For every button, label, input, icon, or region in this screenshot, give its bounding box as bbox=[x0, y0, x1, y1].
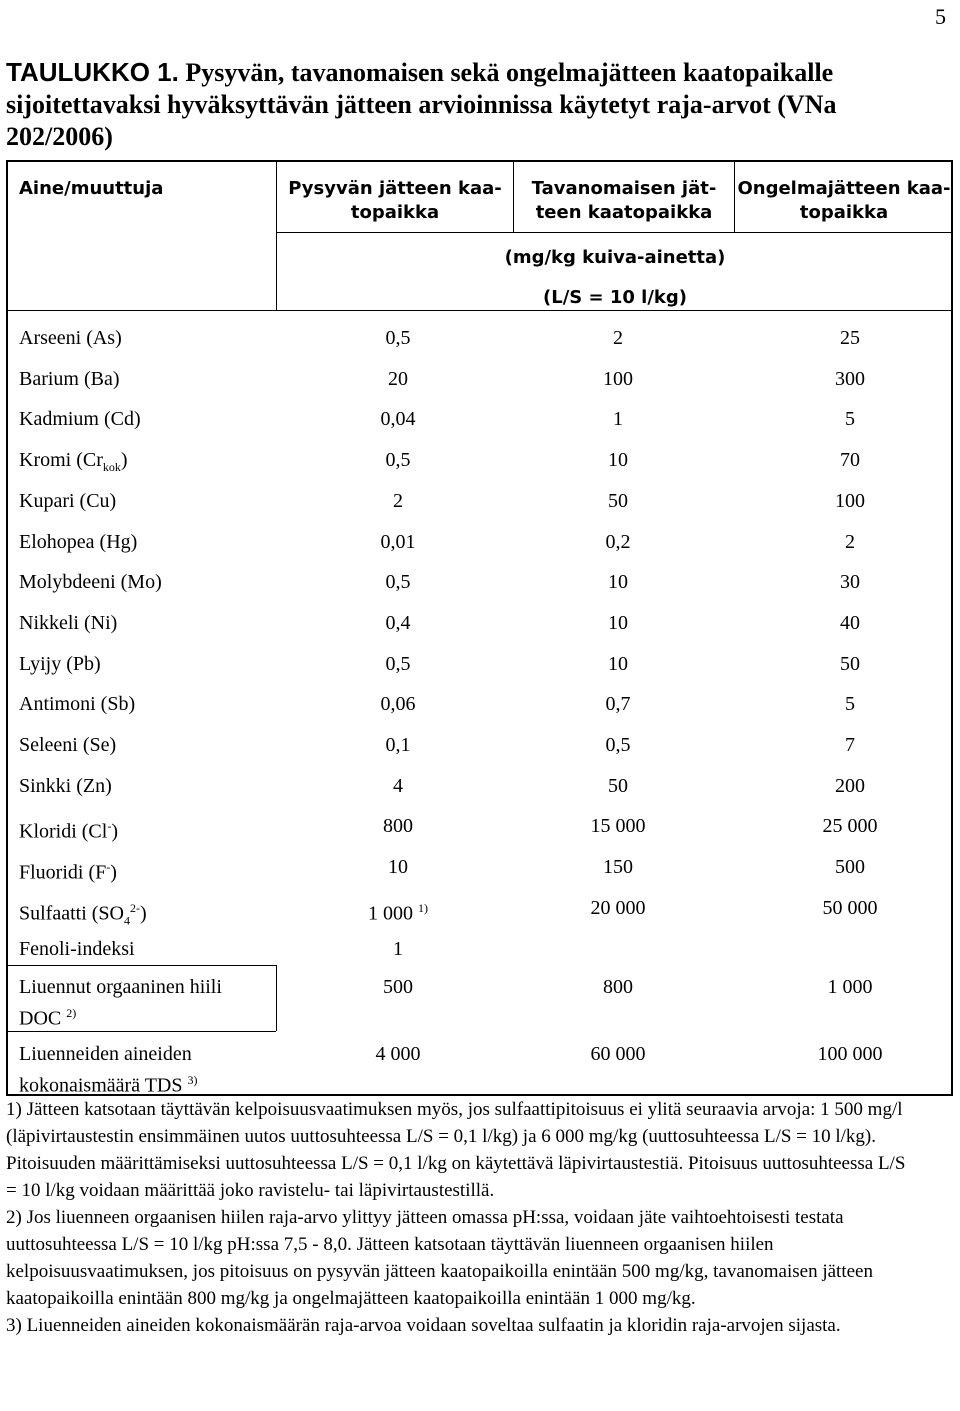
row-name bbox=[19, 1041, 279, 1099]
row-name bbox=[19, 773, 112, 799]
limit-values-table bbox=[6, 160, 953, 1096]
value-inert bbox=[308, 610, 488, 636]
row-name bbox=[19, 691, 135, 717]
value-nonhazardous bbox=[528, 325, 708, 351]
footnote-ref: 2) bbox=[66, 1006, 77, 1020]
table-row bbox=[8, 366, 955, 406]
substance-name: Arseeni (As) bbox=[19, 327, 122, 349]
value-hazardous bbox=[750, 895, 950, 921]
header-nonhazardous-line1: Tavanomaisen jät- bbox=[531, 178, 717, 199]
substance-name: Lyijy (Pb) bbox=[19, 652, 101, 675]
substance-name-end: ) bbox=[120, 449, 128, 472]
value-hazardous bbox=[750, 773, 950, 799]
row-name bbox=[19, 529, 137, 555]
value-inert bbox=[308, 651, 488, 677]
substance-superscript: - bbox=[107, 819, 112, 834]
value-hazardous bbox=[750, 569, 950, 595]
value-text: 100 bbox=[603, 367, 633, 390]
value-inert bbox=[308, 813, 488, 839]
value-hazardous: 100 000 bbox=[817, 1043, 883, 1065]
table-row bbox=[8, 773, 955, 813]
value-nonhazardous bbox=[528, 813, 708, 839]
value-nonhazardous bbox=[528, 651, 708, 677]
header-hazardous-line2: topaikka bbox=[799, 202, 889, 223]
value-inert bbox=[308, 447, 488, 473]
value-hazardous bbox=[750, 651, 950, 677]
value-text: 20 000 bbox=[590, 896, 646, 919]
value-inert: 500 bbox=[383, 976, 413, 998]
table-row bbox=[8, 813, 955, 853]
substance-name: Fenoli-indeksi bbox=[19, 937, 135, 960]
row-name bbox=[19, 813, 118, 845]
value-text: 0,1 bbox=[385, 734, 411, 756]
table-row bbox=[8, 610, 955, 650]
value-hazardous bbox=[750, 813, 950, 839]
value-text: 50 bbox=[608, 489, 628, 512]
substance-name: Kadmium (Cd) bbox=[19, 408, 141, 431]
table-row-doc bbox=[8, 974, 955, 1034]
value-nonhazardous bbox=[528, 773, 708, 799]
footnote-ref: 3) bbox=[187, 1073, 198, 1087]
value-text: 200 bbox=[835, 774, 865, 797]
value-text: 10 bbox=[608, 611, 628, 634]
substance-name: Seleeni (Se) bbox=[19, 734, 117, 756]
substance-name: Molybdeeni (Mo) bbox=[19, 571, 162, 594]
row-name bbox=[19, 854, 117, 886]
row-name bbox=[19, 974, 279, 1032]
row-name bbox=[19, 732, 116, 758]
value-text: 0,7 bbox=[605, 693, 631, 716]
row-name bbox=[19, 325, 122, 351]
value-inert bbox=[308, 895, 488, 927]
value-hazardous bbox=[750, 366, 950, 392]
header-hazardous-line1: Ongelmajätteen kaa- bbox=[737, 178, 951, 199]
value-text: 5 bbox=[845, 693, 855, 716]
value-text: 70 bbox=[840, 449, 860, 472]
value-text: 0,5 bbox=[385, 652, 411, 675]
page-number: 5 bbox=[935, 4, 946, 29]
table-row bbox=[8, 569, 955, 609]
table-row bbox=[8, 854, 955, 894]
substance-name-end: ) bbox=[111, 821, 119, 844]
substance-name: Elohopea (Hg) bbox=[19, 530, 138, 553]
value-inert bbox=[308, 732, 488, 758]
value-text: 1 bbox=[613, 408, 623, 431]
header-inert-landfill bbox=[277, 177, 513, 225]
table-row bbox=[8, 895, 955, 935]
table-row bbox=[8, 529, 955, 569]
value-text: 30 bbox=[840, 571, 860, 594]
value-inert bbox=[308, 936, 488, 962]
value-nonhazardous bbox=[528, 854, 708, 880]
value-inert bbox=[308, 325, 488, 351]
table-row-tds bbox=[8, 1041, 955, 1097]
value-nonhazardous bbox=[528, 488, 708, 514]
value-inert bbox=[308, 569, 488, 595]
value-nonhazardous bbox=[528, 406, 708, 432]
value-nonhazardous bbox=[528, 529, 708, 555]
value-text: 10 bbox=[608, 449, 628, 472]
value-text: 10 bbox=[608, 571, 628, 594]
value-inert bbox=[308, 406, 488, 432]
table-row bbox=[8, 936, 955, 976]
footnote-1: 1) Jätteen katsotaan täyttävän kelpoisuusvaatimuksen myös, jos sulfaattipitoisuus ei ylitä seuraavia arvoja: 1 500 mg/l (läpivirtaustestin ensimmäinen uutos uuttosuhteessa L/S = 0,1 l/kg) ja 6 000 mg/kg (uuttosuhteessa L/S = 10 l/kg). Pitoisuuden määrittämiseksi uuttosuhteessa L/S = 0,1 l/kg on käytettävä läpivirtaustestiä. Pitoisuus uuttosuhteessa L/S = 10 l/kg voidaan määrittää joko ravistelu- tai läpivirtaustestillä. bbox=[6, 1099, 906, 1201]
substance-name-end: ) bbox=[110, 861, 117, 884]
substance-name-end: ) bbox=[140, 902, 147, 925]
table-row bbox=[8, 325, 955, 365]
value-nonhazardous: 60 000 bbox=[590, 1043, 646, 1065]
value-text: 0,5 bbox=[605, 734, 631, 756]
value-text: 0,01 bbox=[380, 530, 416, 553]
header-substance: Aine/muuttuja bbox=[19, 178, 164, 199]
substance-superscript: - bbox=[106, 860, 111, 875]
substance-name: Barium (Ba) bbox=[19, 367, 120, 390]
row-name bbox=[19, 406, 141, 432]
value-text: 1 bbox=[393, 937, 403, 960]
value-text: 50 000 bbox=[822, 896, 878, 919]
value-text: 1 000 bbox=[368, 902, 413, 925]
row-name-line1: Liuennut orgaaninen hiili bbox=[19, 976, 222, 998]
footnote-ref: 1) bbox=[418, 900, 428, 915]
value-hazardous bbox=[750, 325, 950, 351]
value-hazardous bbox=[750, 447, 950, 473]
value-text: 0,5 bbox=[385, 571, 411, 594]
row-name bbox=[19, 895, 147, 934]
value-text: 7 bbox=[845, 734, 855, 756]
value-text: 50 bbox=[608, 774, 628, 797]
table-caption: Pysyvän, tavanomaisen sekä ongelmajätteen kaatopaikalle sijoitettavaksi hyväksyttävän jätteen arvioinnissa käytetyt raja-arvot (VNa 202/2006) bbox=[6, 58, 837, 151]
value-inert bbox=[308, 773, 488, 799]
value-text: 25 bbox=[840, 327, 860, 349]
substance-name: Fluoridi (F bbox=[19, 861, 107, 884]
row-name bbox=[19, 447, 128, 480]
table-row bbox=[8, 488, 955, 528]
header-unit: (mg/kg kuiva-ainetta) bbox=[504, 247, 726, 268]
header-nonhazardous-landfill bbox=[514, 177, 734, 225]
value-hazardous: 1 000 bbox=[827, 976, 873, 998]
table-row bbox=[8, 447, 955, 487]
value-text: 20 bbox=[388, 367, 408, 390]
value-text: 25 000 bbox=[822, 815, 878, 838]
table-title bbox=[6, 56, 906, 153]
value-text: 0,5 bbox=[385, 449, 411, 472]
substance-name: Kromi (Cr bbox=[19, 449, 103, 472]
table-row bbox=[8, 691, 955, 731]
value-text: 4 bbox=[393, 774, 403, 797]
value-text: 0,06 bbox=[380, 693, 416, 716]
substance-name: Antimoni (Sb) bbox=[19, 693, 136, 716]
row-name bbox=[19, 366, 120, 392]
value-text: 40 bbox=[840, 611, 860, 634]
value-text: 2 bbox=[845, 530, 855, 553]
row-name-line1: Liuenneiden aineiden bbox=[19, 1043, 192, 1065]
value-text: 500 bbox=[835, 856, 865, 879]
substance-superscript: 2- bbox=[130, 900, 140, 915]
substance-subscript: kok bbox=[102, 460, 121, 475]
value-hazardous bbox=[750, 732, 950, 758]
value-inert bbox=[308, 366, 488, 392]
value-nonhazardous: 800 bbox=[603, 976, 633, 998]
header-nonhazardous-line2: teen kaatopaikka bbox=[535, 202, 713, 223]
value-text: 2 bbox=[613, 327, 623, 349]
value-text: 0,04 bbox=[380, 408, 416, 431]
value-nonhazardous bbox=[528, 691, 708, 717]
row-name bbox=[19, 488, 116, 514]
substance-name: Kloridi (Cl bbox=[19, 821, 108, 844]
row-name-line2: kokonaismäärä TDS bbox=[19, 1074, 183, 1097]
value-text: 15 000 bbox=[590, 815, 646, 838]
substance-name: Nikkeli (Ni) bbox=[19, 611, 118, 634]
table-label: TAULUKKO 1. bbox=[6, 57, 179, 87]
header-bottom-rule bbox=[8, 310, 953, 311]
row-name bbox=[19, 651, 101, 677]
row-name bbox=[19, 569, 162, 595]
value-text: 0,4 bbox=[385, 611, 411, 634]
row-name bbox=[19, 936, 135, 962]
value-inert bbox=[308, 854, 488, 880]
value-text: 100 bbox=[835, 489, 865, 512]
substance-subscript: 4 bbox=[124, 913, 130, 928]
value-nonhazardous bbox=[528, 366, 708, 392]
value-inert: 4 000 bbox=[375, 1043, 421, 1065]
value-text: 800 bbox=[383, 815, 413, 838]
value-hazardous bbox=[750, 610, 950, 636]
value-nonhazardous bbox=[528, 895, 708, 921]
table-row bbox=[8, 406, 955, 446]
value-nonhazardous bbox=[528, 732, 708, 758]
header-ratio: (L/S = 10 l/kg) bbox=[543, 287, 687, 308]
value-hazardous bbox=[750, 529, 950, 555]
value-hazardous bbox=[750, 406, 950, 432]
value-text: 150 bbox=[603, 856, 633, 879]
value-text: 10 bbox=[388, 856, 408, 879]
header-divider bbox=[276, 232, 953, 233]
value-nonhazardous bbox=[528, 447, 708, 473]
row-name-line2: DOC bbox=[19, 1007, 62, 1030]
value-text: 10 bbox=[608, 652, 628, 675]
footnote-3: 3) Liuenneiden aineiden kokonaismäärän raja-arvoa voidaan soveltaa sulfaatin ja kloridin raja-arvojen sijasta. bbox=[6, 1315, 841, 1336]
row-name bbox=[19, 610, 117, 636]
header-hazardous-landfill bbox=[735, 177, 953, 225]
header-inert-line1: Pysyvän jätteen kaa- bbox=[288, 178, 502, 199]
table-row bbox=[8, 651, 955, 691]
value-text: 300 bbox=[835, 367, 865, 390]
header-inert-line2: topaikka bbox=[350, 202, 440, 223]
footnotes bbox=[6, 1096, 906, 1339]
table-row bbox=[8, 732, 955, 772]
substance-name: Sulfaatti (SO bbox=[19, 902, 124, 925]
value-inert bbox=[308, 691, 488, 717]
value-text: 2 bbox=[393, 489, 403, 512]
value-nonhazardous bbox=[528, 610, 708, 636]
value-text: 50 bbox=[840, 652, 860, 675]
value-hazardous bbox=[750, 488, 950, 514]
value-text: 0,5 bbox=[385, 327, 411, 349]
value-nonhazardous bbox=[528, 569, 708, 595]
value-text: 5 bbox=[845, 408, 855, 431]
value-inert bbox=[308, 488, 488, 514]
substance-name: Sinkki (Zn) bbox=[19, 774, 112, 797]
value-text: 0,2 bbox=[605, 530, 631, 553]
value-inert bbox=[308, 529, 488, 555]
value-hazardous bbox=[750, 691, 950, 717]
substance-name: Kupari (Cu) bbox=[19, 489, 117, 512]
footnote-2: 2) Jos liuenneen orgaanisen hiilen raja-arvo ylittyy jätteen omassa pH:ssa, voidaan jäte vaihtoehtoisesti testata uuttosuhteessa L/S = 10 l/kg pH:ssa 7,5 - 8,0. Jätteen katsotaan täyttävän liuenneen orgaanisen hiilen kelpoisuusvaatimuksen, jos pitoisuus on pysyvän jätteen kaatopaikoilla enintään 500 mg/kg, tavanomaisen jätteen kaatopaikoilla enintään 800 mg/kg ja ongelmajätteen kaatopaikoilla enintään 1 000 mg/kg. bbox=[6, 1207, 873, 1309]
value-hazardous bbox=[750, 854, 950, 880]
